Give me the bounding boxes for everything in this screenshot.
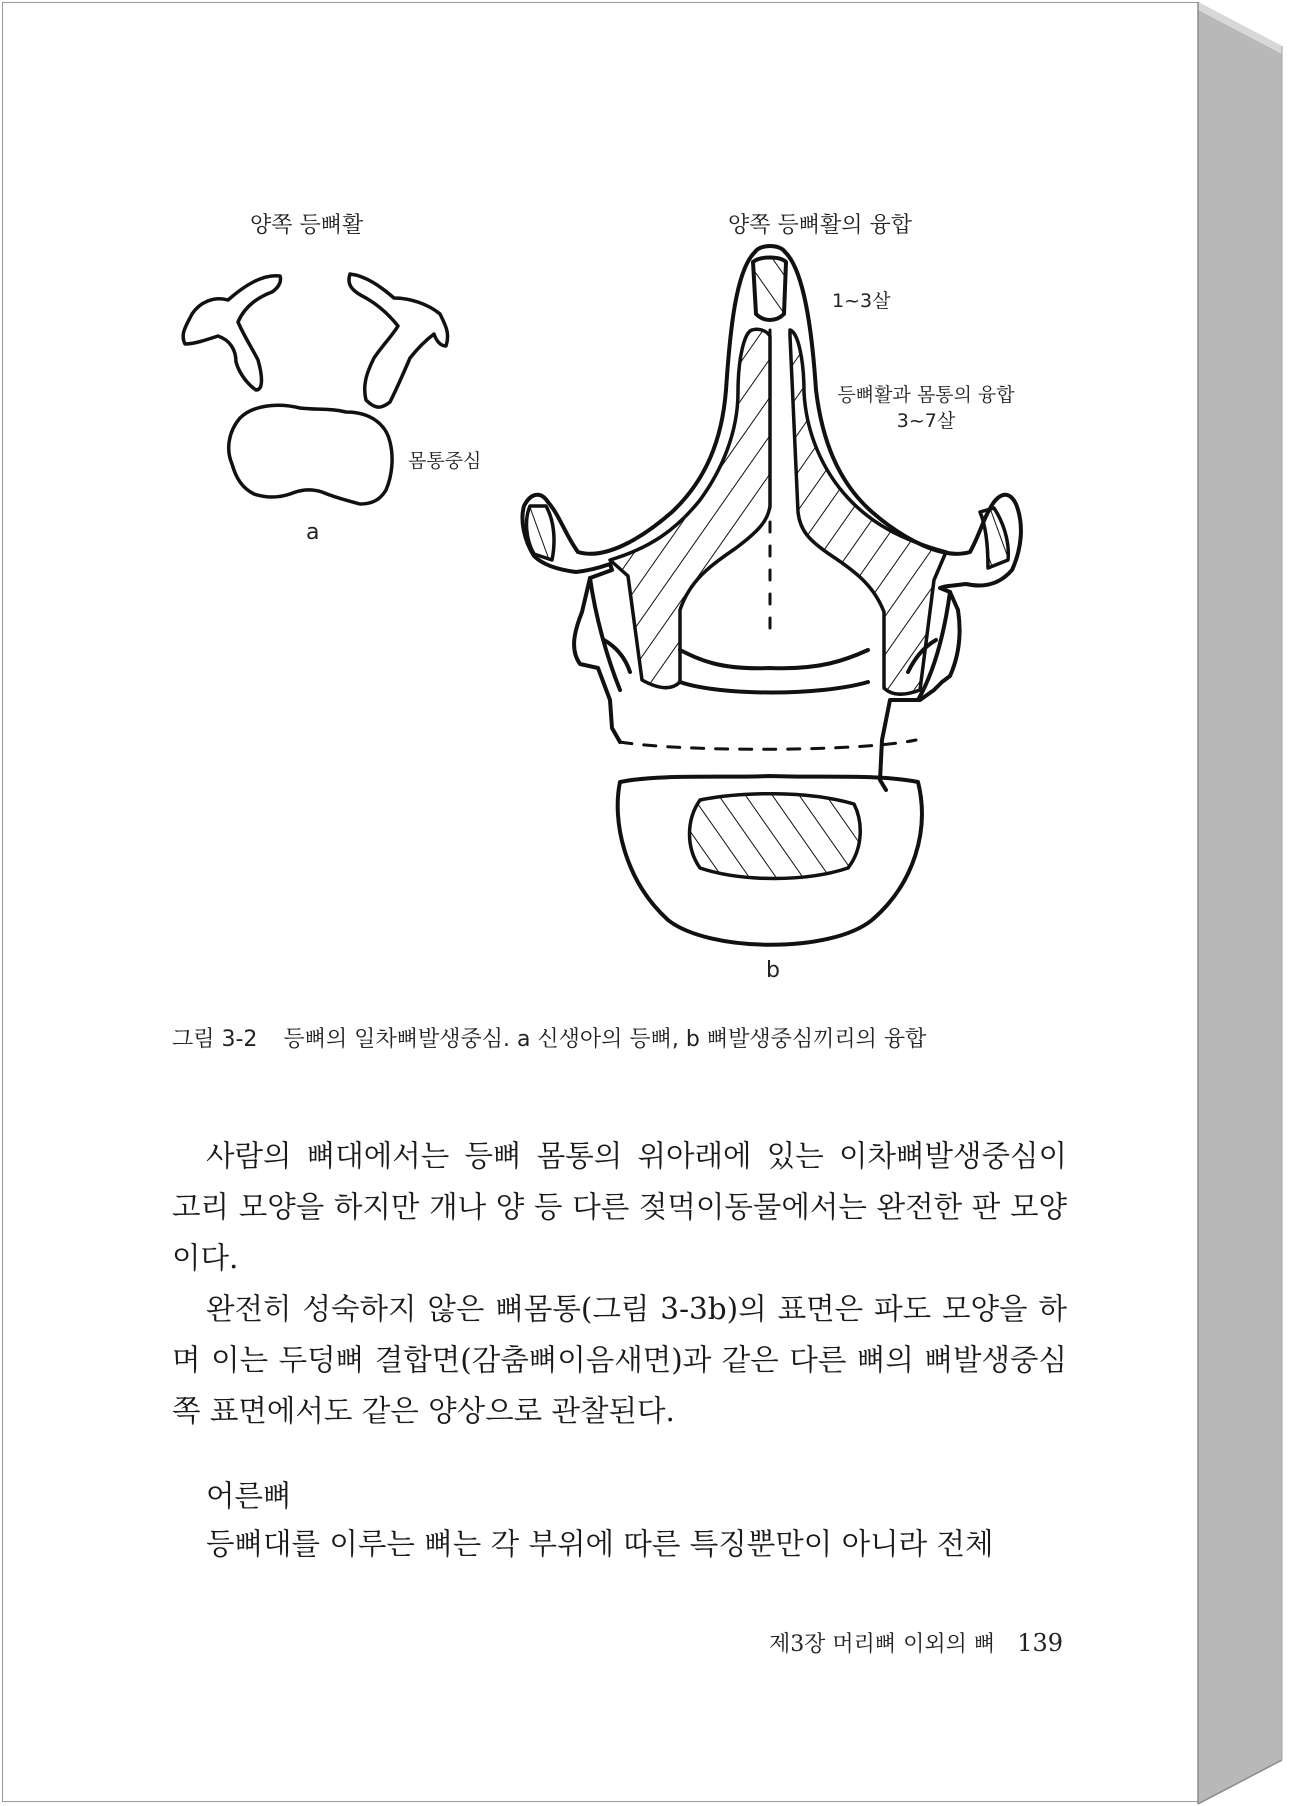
section-body — [172, 1519, 1067, 1570]
figure-caption — [172, 1022, 926, 1053]
paragraph-2: 완전히 성숙하지 않은 뼈몸통(그림 3-3b)의 표면은 파도 모양을 하며 이는 두덩뼈 결합면(감춤뼈이음새면)과 같은 다른 뼈의 뼈발생중심 쪽 표면에서도 같은 양상으로 관찰된다. — [172, 1292, 1067, 1428]
caption-text: 등뼈의 일차뼈발생중심. a 신생아의 등뼈, b 뼈발생중심끼리의 융합 — [283, 1027, 927, 1052]
section-heading: 어른뼈 — [206, 1479, 292, 1513]
fusion-vertebra-drawing — [522, 246, 1020, 945]
section-first-line: 등뼈대를 이루는 뼈는 각 부위에 따른 특징뿐만이 아니라 전체 — [206, 1527, 994, 1561]
figure-a-title: 양쪽 등뼈활 — [250, 213, 364, 238]
figure-b-letter: b — [766, 958, 780, 983]
chapter-title: 제3장 머리뼈 이외의 뼈 — [768, 1632, 996, 1657]
figure-a-body-label: 몸통중심 — [408, 450, 482, 472]
figure-a-letter: a — [306, 520, 320, 545]
page-number: 139 — [1017, 1629, 1063, 1657]
paragraph-1: 사람의 뼈대에서는 등뼈 몸통의 위아래에 있는 이차뼈발생중심이 고리 모양을 하지만 개나 양 등 다른 젖먹이동물에서는 완전한 판 모양이다. — [172, 1139, 1067, 1275]
figure-b-fusion-label — [826, 382, 1026, 434]
caption-number: 그림 3-2 — [172, 1027, 258, 1052]
figure-b-title: 양쪽 등뼈활의 융합 — [728, 213, 913, 238]
figure-b-age-arch: 1~3살 — [832, 290, 891, 312]
fusion-age-text: 3~7살 — [896, 410, 956, 432]
body-text — [172, 1131, 1067, 1437]
page-footer — [769, 1627, 1063, 1658]
fusion-label-text: 등뼈활과 몸통의 융합 — [837, 384, 1015, 406]
